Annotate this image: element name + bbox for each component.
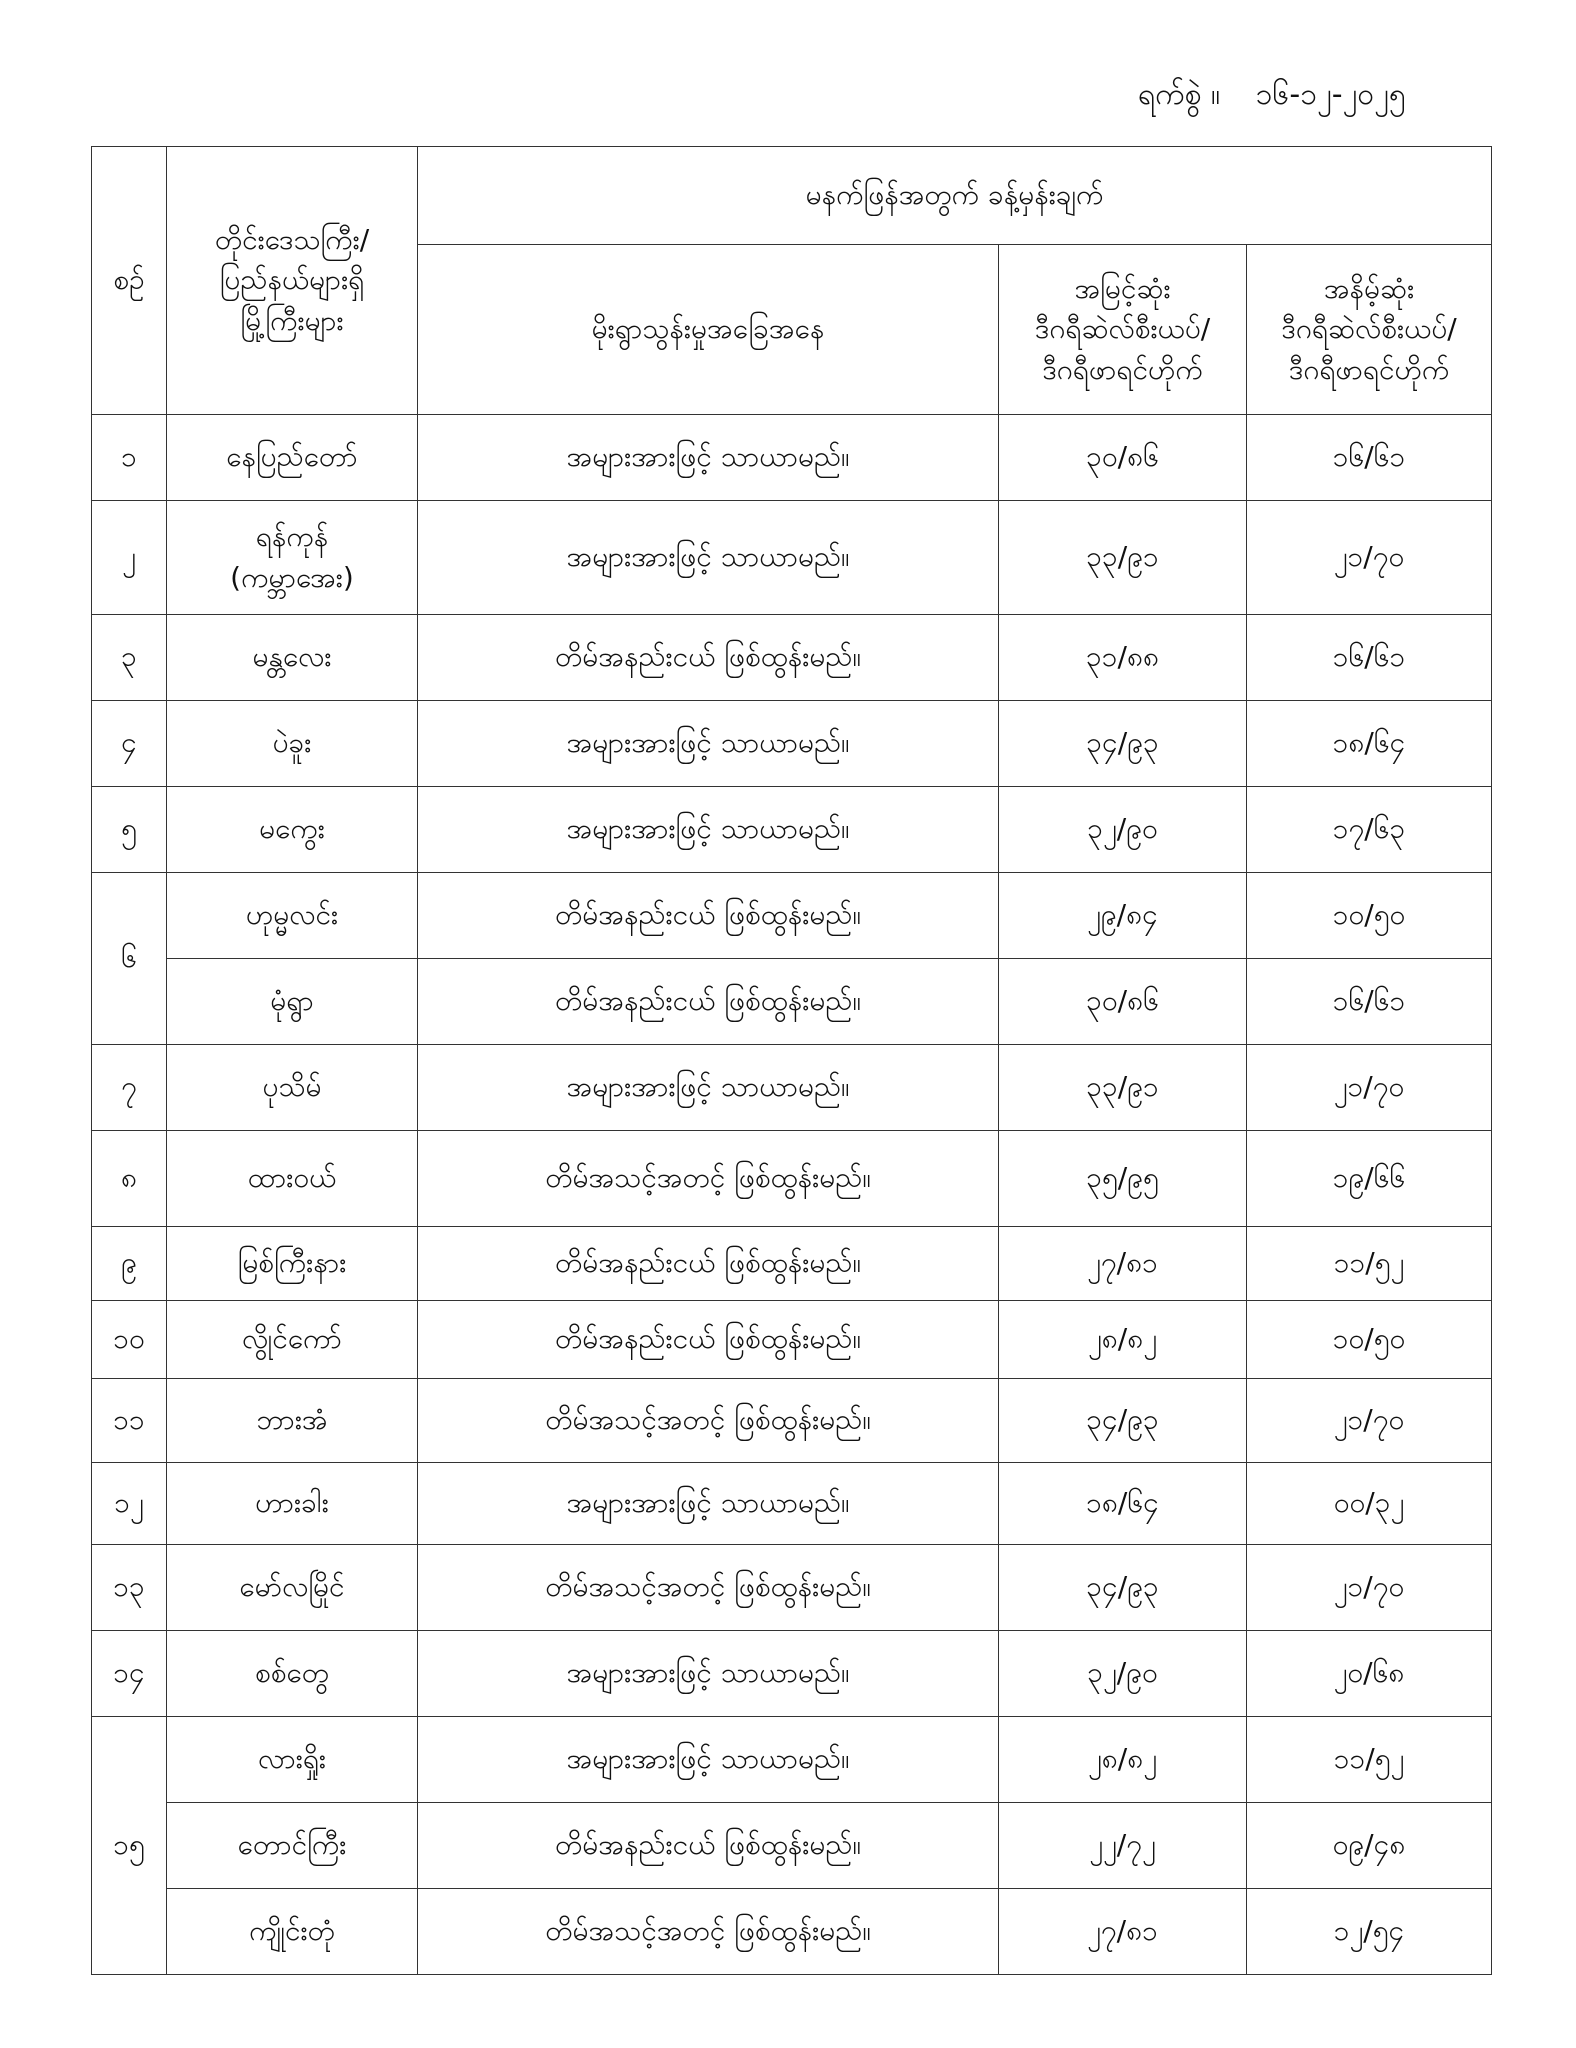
row-no: ၁၃ bbox=[92, 1545, 167, 1631]
row-min-temp: ၀၉/၄၈ bbox=[1247, 1803, 1492, 1889]
table-row bbox=[92, 415, 1492, 501]
header-condition: မိုးရွာသွန်းမှုအခြေအနေ bbox=[418, 245, 999, 415]
row-min-temp: ၁၉/၆၆ bbox=[1247, 1131, 1492, 1227]
row-no: ၅ bbox=[92, 787, 167, 873]
header-min-temp: အနိမ့်ဆုံး ဒီဂရီဆဲလ်စီးယပ်/ ဒီဂရီဖာရင်ဟိုက် bbox=[1247, 245, 1492, 415]
row-min-temp: ၁၀/၅၀ bbox=[1247, 1301, 1492, 1379]
row-condition: တိမ်အနည်းငယ် ဖြစ်ထွန်းမည်။ bbox=[418, 873, 999, 959]
row-max-temp: ၂၇/၈၁ bbox=[999, 1227, 1247, 1301]
row-condition: အများအားဖြင့် သာယာမည်။ bbox=[418, 1045, 999, 1131]
row-max-temp: ၃၄/၉၃ bbox=[999, 701, 1247, 787]
row-no: ၄ bbox=[92, 701, 167, 787]
row-max-temp: ၃၄/၉၃ bbox=[999, 1545, 1247, 1631]
row-condition: တိမ်အနည်းငယ် ဖြစ်ထွန်းမည်။ bbox=[418, 1803, 999, 1889]
row-city: မကွေး bbox=[167, 787, 418, 873]
row-no: ၈ bbox=[92, 1131, 167, 1227]
row-city: လွိုင်ကော် bbox=[167, 1301, 418, 1379]
row-min-temp: ၁၁/၅၂ bbox=[1247, 1227, 1492, 1301]
weather-forecast-table bbox=[91, 146, 1492, 1975]
table-row bbox=[92, 615, 1492, 701]
row-city: ထားဝယ် bbox=[167, 1131, 418, 1227]
row-min-temp: ၁၆/၆၁ bbox=[1247, 959, 1492, 1045]
row-city: စစ်တွေ bbox=[167, 1631, 418, 1717]
row-condition: အများအားဖြင့် သာယာမည်။ bbox=[418, 415, 999, 501]
table-row bbox=[92, 1803, 1492, 1889]
table-row bbox=[92, 787, 1492, 873]
row-min-temp: ၁၆/၆၁ bbox=[1247, 415, 1492, 501]
row-city: မန္တလေး bbox=[167, 615, 418, 701]
row-max-temp: ၃၃/၉၁ bbox=[999, 501, 1247, 615]
header-max-temp: အမြင့်ဆုံး ဒီဂရီဆဲလ်စီးယပ်/ ဒီဂရီဖာရင်ဟိုက် bbox=[999, 245, 1247, 415]
row-condition: တိမ်အနည်းငယ် ဖြစ်ထွန်းမည်။ bbox=[418, 1227, 999, 1301]
document-date bbox=[1138, 74, 1406, 119]
row-condition: တိမ်အသင့်အတင့် ဖြစ်ထွန်းမည်။ bbox=[418, 1379, 999, 1463]
row-condition: တိမ်အသင့်အတင့် ဖြစ်ထွန်းမည်။ bbox=[418, 1545, 999, 1631]
row-no: ၁၅ bbox=[92, 1717, 167, 1975]
table-row bbox=[92, 1131, 1492, 1227]
row-condition: တိမ်အနည်းငယ် ဖြစ်ထွန်းမည်။ bbox=[418, 1301, 999, 1379]
row-max-temp: ၃၂/၉၀ bbox=[999, 1631, 1247, 1717]
row-min-temp: ၁၂/၅၄ bbox=[1247, 1889, 1492, 1975]
row-condition: အများအားဖြင့် သာယာမည်။ bbox=[418, 701, 999, 787]
row-max-temp: ၃၀/၈၆ bbox=[999, 415, 1247, 501]
table-row bbox=[92, 959, 1492, 1045]
row-city: နေပြည်တော် bbox=[167, 415, 418, 501]
row-no: ၇ bbox=[92, 1045, 167, 1131]
row-no: ၁၁ bbox=[92, 1379, 167, 1463]
row-max-temp: ၃၂/၉၀ bbox=[999, 787, 1247, 873]
row-max-temp: ၂၇/၈၁ bbox=[999, 1889, 1247, 1975]
row-condition: အများအားဖြင့် သာယာမည်။ bbox=[418, 787, 999, 873]
row-condition: တိမ်အသင့်အတင့် ဖြစ်ထွန်းမည်။ bbox=[418, 1131, 999, 1227]
row-no: ၁၄ bbox=[92, 1631, 167, 1717]
header-city: တိုင်းဒေသကြီး/ ပြည်နယ်များရှိ မြို့ကြီးများ bbox=[167, 147, 418, 415]
row-min-temp: ၂၀/၆၈ bbox=[1247, 1631, 1492, 1717]
row-min-temp: ၁၆/၆၁ bbox=[1247, 615, 1492, 701]
table-row bbox=[92, 1631, 1492, 1717]
row-city: မုံရွာ bbox=[167, 959, 418, 1045]
date-label: ရက်စွဲ ။ bbox=[1138, 77, 1221, 112]
header-no: စဉ် bbox=[92, 147, 167, 415]
row-condition: တိမ်အသင့်အတင့် ဖြစ်ထွန်းမည်။ bbox=[418, 1889, 999, 1975]
row-max-temp: ၃၄/၉၃ bbox=[999, 1379, 1247, 1463]
row-max-temp: ၂၉/၈၄ bbox=[999, 873, 1247, 959]
row-city: ဟားခါး bbox=[167, 1463, 418, 1545]
table-row bbox=[92, 701, 1492, 787]
row-condition: အများအားဖြင့် သာယာမည်။ bbox=[418, 501, 999, 615]
row-city: ပုသိမ် bbox=[167, 1045, 418, 1131]
row-min-temp: ၀၀/၃၂ bbox=[1247, 1463, 1492, 1545]
row-no: ၁၀ bbox=[92, 1301, 167, 1379]
row-city: ရန်ကုန် (ကမ္ဘာအေး) bbox=[167, 501, 418, 615]
row-min-temp: ၂၁/၇၀ bbox=[1247, 1379, 1492, 1463]
row-min-temp: ၁၀/၅၀ bbox=[1247, 873, 1492, 959]
table-row bbox=[92, 501, 1492, 615]
row-max-temp: ၃၅/၉၅ bbox=[999, 1131, 1247, 1227]
row-max-temp: ၃၃/၉၁ bbox=[999, 1045, 1247, 1131]
table-row bbox=[92, 1889, 1492, 1975]
row-max-temp: ၂၈/၈၂ bbox=[999, 1301, 1247, 1379]
row-no: ၃ bbox=[92, 615, 167, 701]
row-condition: တိမ်အနည်းငယ် ဖြစ်ထွန်းမည်။ bbox=[418, 959, 999, 1045]
header-forecast-group: မနက်ဖြန်အတွက် ခန့်မှန်းချက် bbox=[418, 147, 1492, 245]
row-condition: အများအားဖြင့် သာယာမည်။ bbox=[418, 1717, 999, 1803]
row-condition: အများအားဖြင့် သာယာမည်။ bbox=[418, 1631, 999, 1717]
row-max-temp: ၁၈/၆၄ bbox=[999, 1463, 1247, 1545]
row-max-temp: ၂၂/၇၂ bbox=[999, 1803, 1247, 1889]
row-city: ကျိုင်းတုံ bbox=[167, 1889, 418, 1975]
row-city: တောင်ကြီး bbox=[167, 1803, 418, 1889]
table-row bbox=[92, 1545, 1492, 1631]
row-condition: တိမ်အနည်းငယ် ဖြစ်ထွန်းမည်။ bbox=[418, 615, 999, 701]
row-min-temp: ၂၁/၇၀ bbox=[1247, 1545, 1492, 1631]
table-row bbox=[92, 873, 1492, 959]
row-max-temp: ၃၁/၈၈ bbox=[999, 615, 1247, 701]
row-min-temp: ၁၈/၆၄ bbox=[1247, 701, 1492, 787]
row-condition: အများအားဖြင့် သာယာမည်။ bbox=[418, 1463, 999, 1545]
row-min-temp: ၁၁/၅၂ bbox=[1247, 1717, 1492, 1803]
row-city: ပဲခူး bbox=[167, 701, 418, 787]
row-no: ၁၂ bbox=[92, 1463, 167, 1545]
row-no: ၁ bbox=[92, 415, 167, 501]
row-city: လားရှိုး bbox=[167, 1717, 418, 1803]
row-no: ၉ bbox=[92, 1227, 167, 1301]
row-min-temp: ၂၁/၇၀ bbox=[1247, 1045, 1492, 1131]
row-min-temp: ၁၇/၆၃ bbox=[1247, 787, 1492, 873]
row-no: ၂ bbox=[92, 501, 167, 615]
table-row bbox=[92, 1227, 1492, 1301]
row-no: ၆ bbox=[92, 873, 167, 1045]
table-row bbox=[92, 1379, 1492, 1463]
row-min-temp: ၂၁/၇၀ bbox=[1247, 501, 1492, 615]
table-row bbox=[92, 1717, 1492, 1803]
row-city: ဟုမ္မလင်း bbox=[167, 873, 418, 959]
row-max-temp: ၃၀/၈၆ bbox=[999, 959, 1247, 1045]
row-city: မြစ်ကြီးနား bbox=[167, 1227, 418, 1301]
row-city: မော်လမြိုင် bbox=[167, 1545, 418, 1631]
date-value: ၁၆-၁၂-၂၀၂၅ bbox=[1255, 77, 1406, 112]
row-city: ဘားအံ bbox=[167, 1379, 418, 1463]
table-row bbox=[92, 1045, 1492, 1131]
row-max-temp: ၂၈/၈၂ bbox=[999, 1717, 1247, 1803]
table-row bbox=[92, 1301, 1492, 1379]
table-row bbox=[92, 1463, 1492, 1545]
